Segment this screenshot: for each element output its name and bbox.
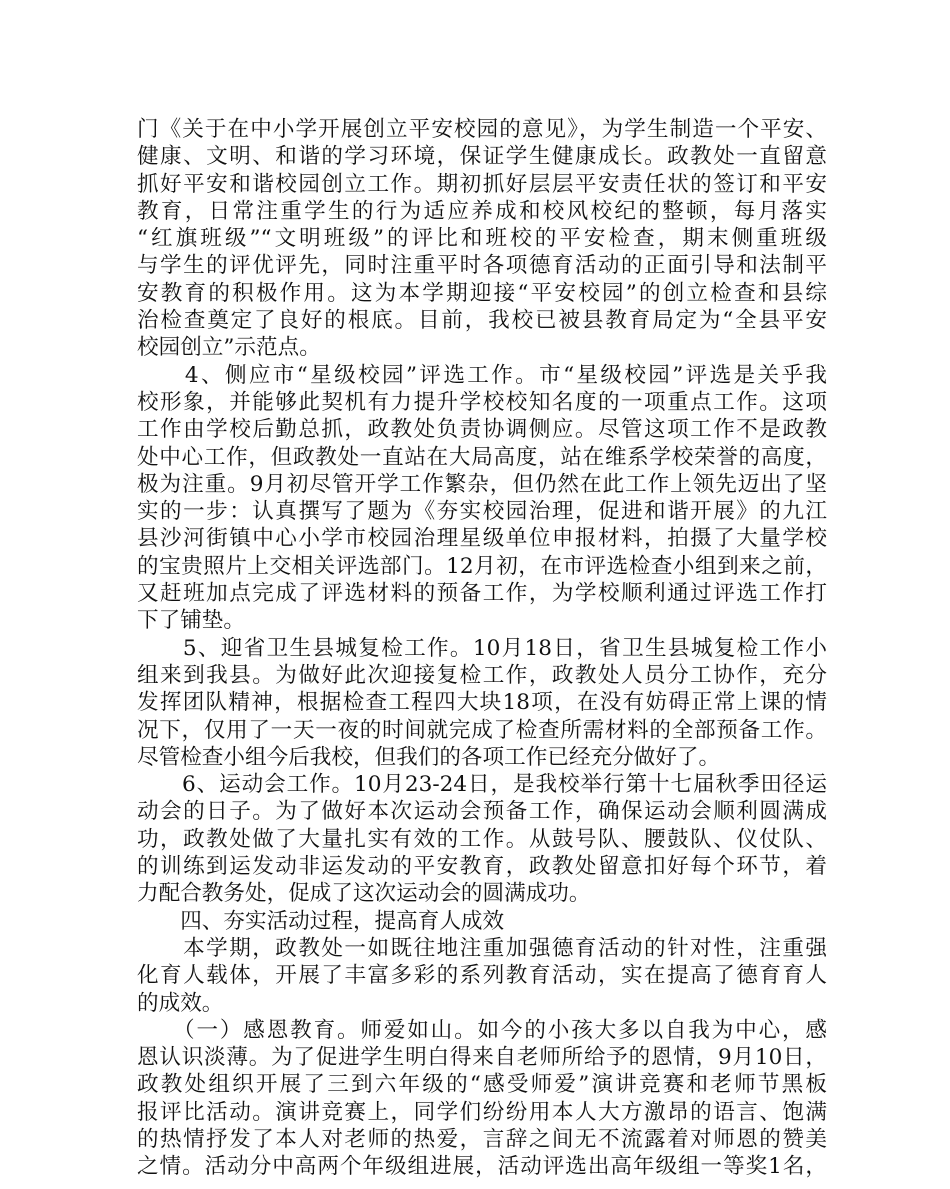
text-line: 政教处组织开展了三到六年级的“感受师爱”演讲竞赛和老师节黑板 <box>137 1072 827 1098</box>
text-line: 功，政教处做了大量扎实有效的工作。从鼓号队、腰鼓队、仪仗队、 <box>137 826 827 852</box>
text-line: 力配合教务处，促成了这次运动会的圆满成功。 <box>137 881 591 907</box>
text-line: 6、运动会工作。10月23-24日，是我校举行第十七届秋季田径运 <box>137 772 827 798</box>
text-line: 组来到我县。为做好此次迎接复检工作，政教处人员分工协作，充分 <box>137 662 827 688</box>
text-line: 教育，日常注重学生的行为适应养成和校风校纪的整顿，每月落实 <box>137 198 827 224</box>
text-line: 又赶班加点完成了评选材料的预备工作，为学校顺利通过评选工作打 <box>137 581 827 607</box>
text-line: 之情。活动分中高两个年级组进展，活动评选出高年级组一等奖1名， <box>137 1154 827 1180</box>
body-text <box>137 116 827 1181</box>
text-line: 工作由学校后勤总抓，政教处负责协调侧应。尽管这项工作不是政教 <box>137 417 827 443</box>
text-line: 4、侧应市“星级校园”评选工作。市“星级校园”评选是关乎我 <box>137 362 827 388</box>
text-line: 化育人载体，开展了丰富多彩的系列教育活动，实在提高了德育育人 <box>137 963 827 989</box>
text-line: 健康、文明、和谐的学习环境，保证学生健康成长。政教处一直留意 <box>137 144 827 170</box>
text-line: 下了铺垫。 <box>137 608 245 634</box>
text-line: 校形象，并能够此契机有力提升学校校知名度的一项重点工作。这项 <box>137 389 827 415</box>
text-line: 的宝贵照片上交相关评选部门。12月初，在市评选检查小组到来之前， <box>137 553 827 579</box>
text-line: 治检查奠定了良好的根底。目前，我校已被县教育局定为“全县平安 <box>137 308 827 334</box>
text-line: “红旗班级”“文明班级”的评比和班校的平安检查，期末侧重班级 <box>137 226 827 252</box>
text-line: 动会的日子。为了做好本次运动会预备工作，确保运动会顺利圆满成 <box>137 799 827 825</box>
text-line: 实的一步：认真撰写了题为《夯实校园治理，促进和谐开展》的九江 <box>137 499 827 525</box>
text-line: 的成效。 <box>137 990 224 1016</box>
text-line: （一）感恩教育。师爱如山。如今的小孩大多以自我为中心，感 <box>137 1017 827 1043</box>
text-line: 与学生的评优评先，同时注重平时各项德育活动的正面引导和法制平 <box>137 253 827 279</box>
text-line: 报评比活动。演讲竞赛上，同学们纷纷用本人大方激昂的语言、饱满 <box>137 1099 827 1125</box>
text-line: 况下，仅用了一天一夜的时间就完成了检查所需材料的全部预备工作。 <box>137 717 827 743</box>
text-line: 的热情抒发了本人对老师的热爱，言辞之间无不流露着对师恩的赞美 <box>137 1126 827 1152</box>
text-line: 处中心工作，但政教处一直站在大局高度，站在维系学校荣誉的高度， <box>137 444 827 470</box>
text-line: 极为注重。9月初尽管开学工作繁杂，但仍然在此工作上领先迈出了坚 <box>137 471 827 497</box>
text-line: 县沙河街镇中心小学市校园治理星级单位申报材料，拍摄了大量学校 <box>137 526 827 552</box>
text-line: 发挥团队精神，根据检查工程四大块18项，在没有妨碍正常上课的情 <box>137 690 827 716</box>
text-line: 本学期，政教处一如既往地注重加强德育活动的针对性，注重强 <box>137 935 827 961</box>
text-line: 四、夯实活动过程，提高育人成效 <box>137 908 505 934</box>
text-line: 5、迎省卫生县城复检工作。10月18日，省卫生县城复检工作小 <box>137 635 827 661</box>
text-line: 尽管检查小组今后我校，但我们的各项工作已经充分做好了。 <box>137 744 721 770</box>
text-line: 安教育的积极作用。这为本学期迎接“平安校园”的创立检查和县综 <box>137 280 827 306</box>
text-line: 校园创立”示范点。 <box>137 335 321 361</box>
text-line: 抓好平安和谐校园创立工作。期初抓好层层平安责任状的签订和平安 <box>137 171 827 197</box>
text-line: 的训练到运发动非运发动的平安教育，政教处留意扣好每个环节，着 <box>137 854 827 880</box>
text-line: 恩认识淡薄。为了促进学生明白得来自老师所给予的恩情，9月10日， <box>137 1045 827 1071</box>
text-line: 门《关于在中小学开展创立平安校园的意见》，为学生制造一个平安、 <box>137 117 827 142</box>
